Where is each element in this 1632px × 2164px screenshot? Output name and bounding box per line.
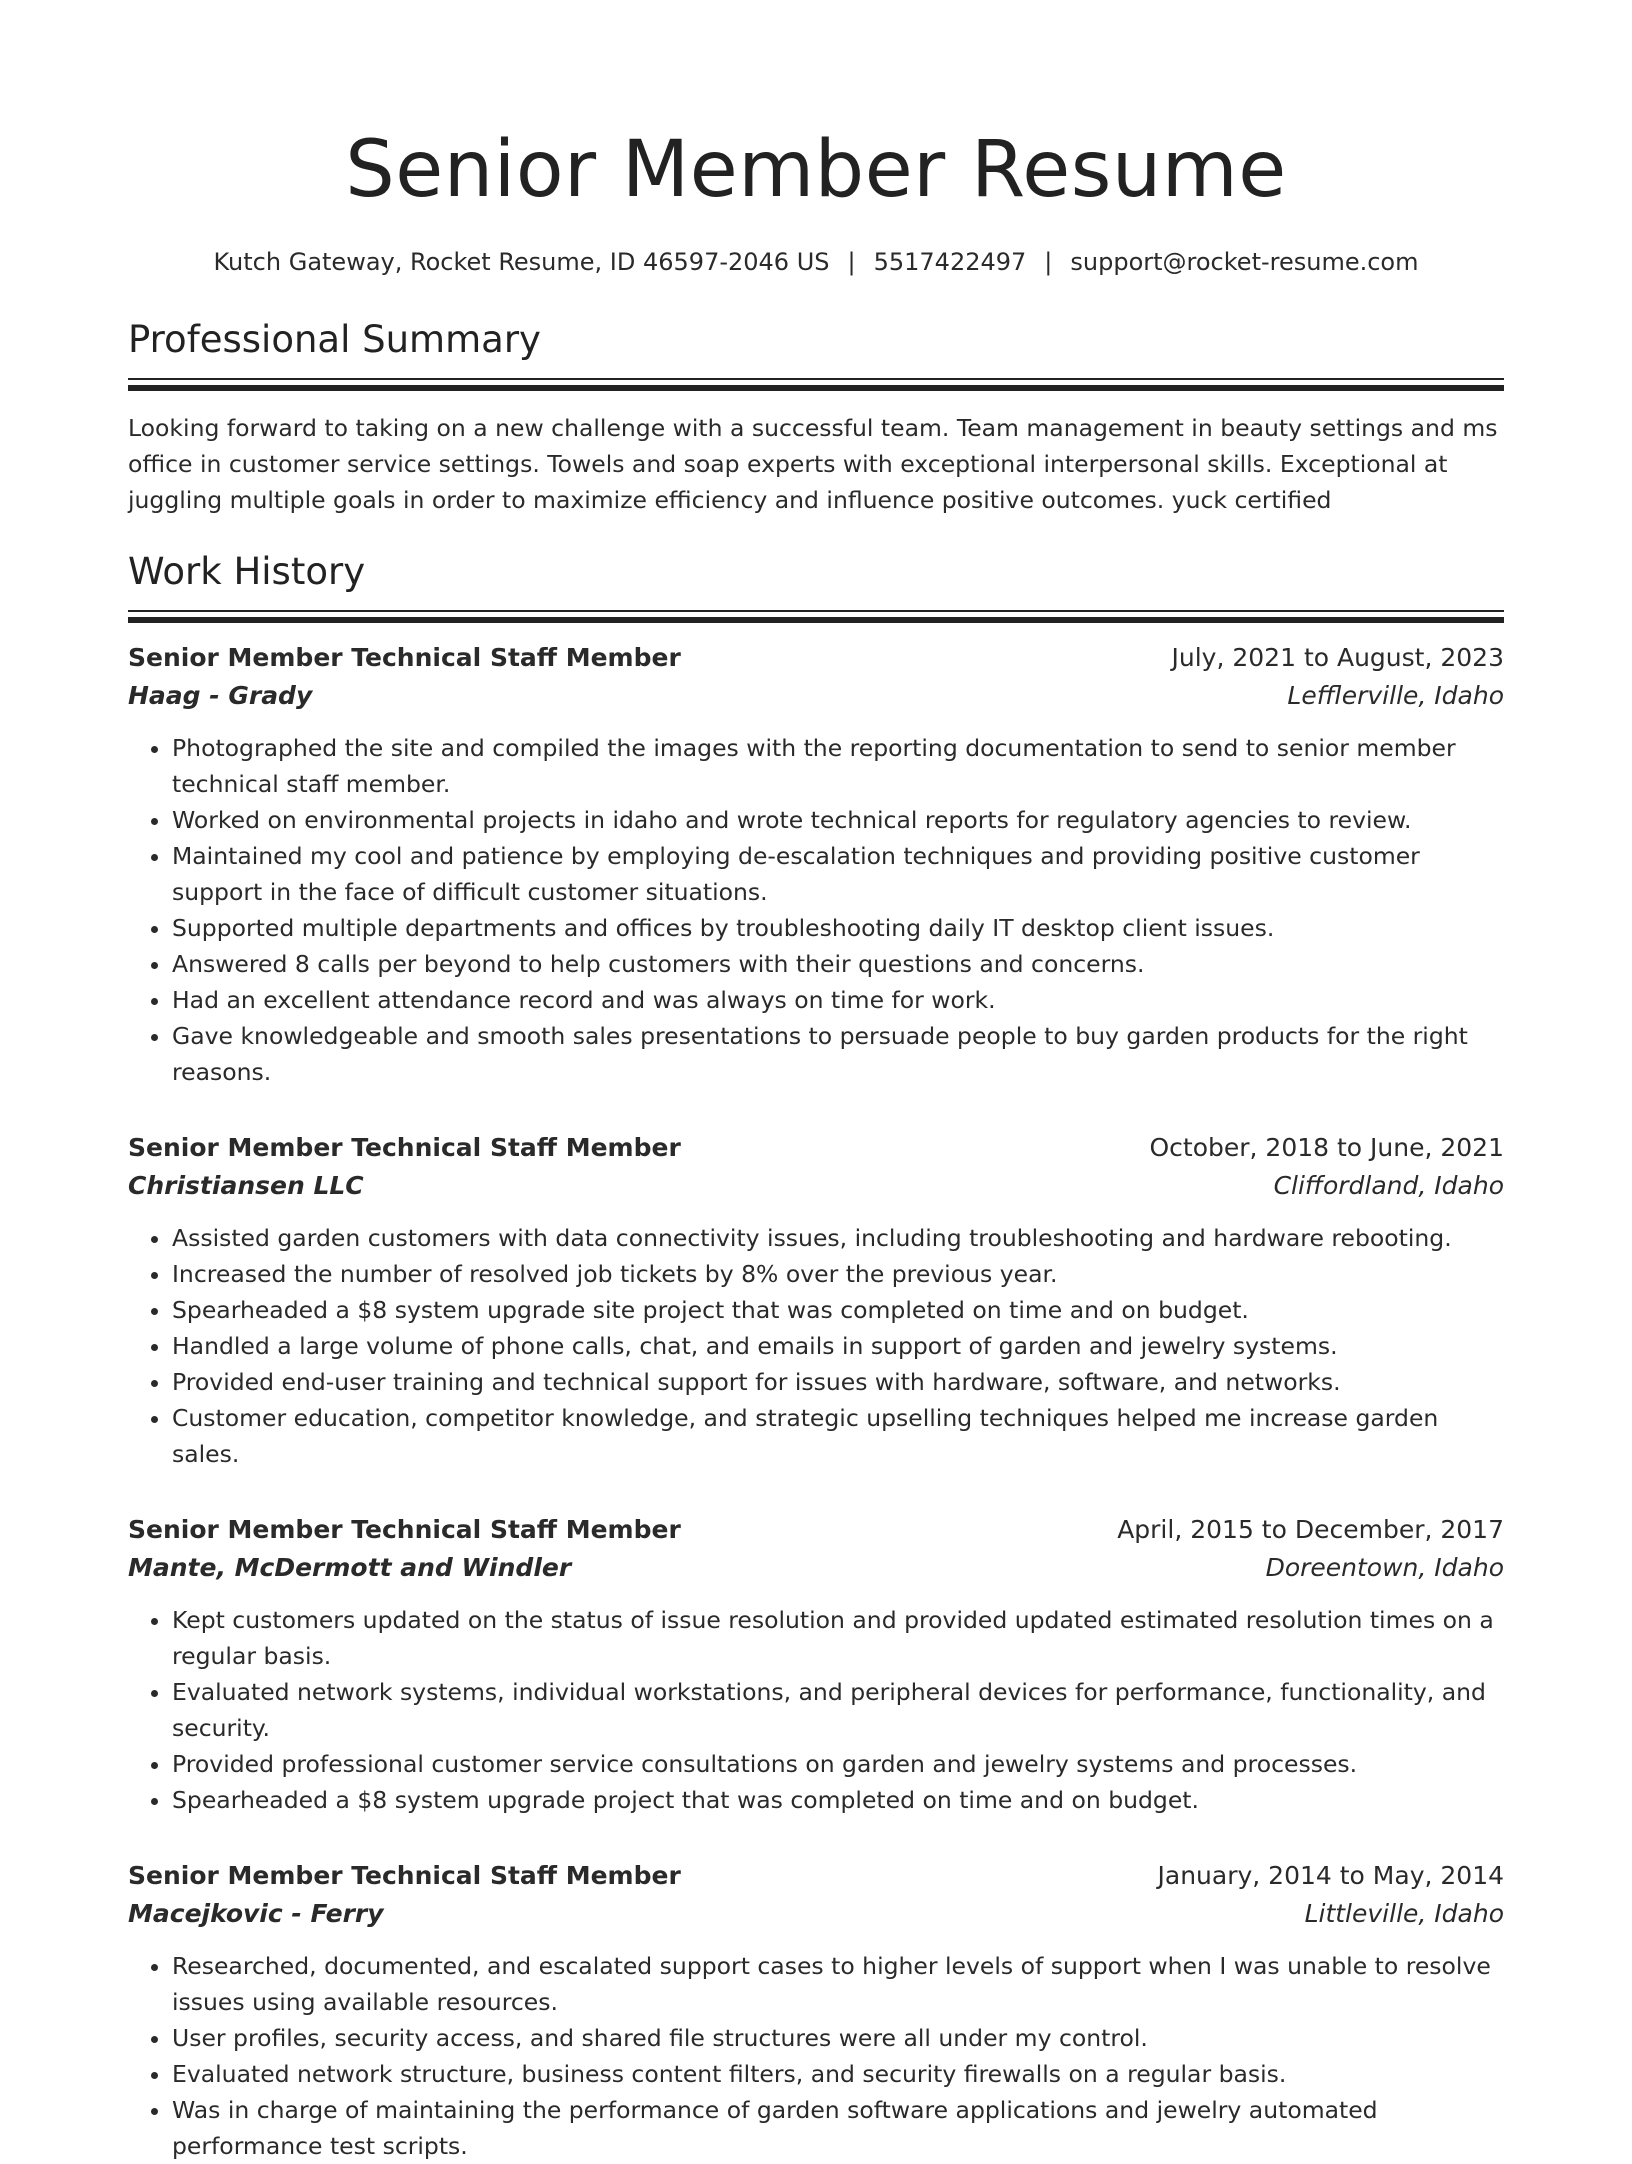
- job-header-row: [128, 1858, 1504, 1894]
- job-bullet: • Worked on environmental projects in idaho and wrote technical reports for regulatory agencies to review.: [172, 802, 1504, 838]
- job-entry: [128, 1858, 1504, 2164]
- job-dates: July, 2021 to August, 2023: [1171, 643, 1504, 672]
- job-location: Doreentown, Idaho: [1265, 1553, 1504, 1582]
- job-title: Senior Member Technical Staff Member: [128, 1133, 681, 1162]
- job-bullet: • Spearheaded a $8 system upgrade site project that was completed on time and on budget.: [172, 1292, 1504, 1328]
- section-divider: [128, 610, 1504, 612]
- job-company-row: [128, 1166, 1504, 1206]
- contact-email: support@rocket-resume.com: [1070, 248, 1419, 276]
- job-header-row: [128, 1130, 1504, 1166]
- contact-separator: |: [847, 248, 856, 276]
- job-title: Senior Member Technical Staff Member: [128, 1515, 681, 1544]
- job-title: Senior Member Technical Staff Member: [128, 1861, 681, 1890]
- job-company: Macejkovic - Ferry: [128, 1899, 384, 1928]
- job-dates: January, 2014 to May, 2014: [1157, 1861, 1504, 1890]
- job-bullet: • Supported multiple departments and offices by troubleshooting daily IT desktop client issues.: [172, 910, 1504, 946]
- job-header-row: [128, 1512, 1504, 1548]
- job-bullets: [128, 1220, 1504, 1472]
- job-location: Cliffordland, Idaho: [1273, 1171, 1504, 1200]
- resume-name: Senior Member Resume: [345, 125, 1287, 215]
- job-bullet: • Customer education, competitor knowledge, and strategic upselling techniques helped me increase garden sales.: [172, 1400, 1504, 1472]
- resume-page: [128, 0, 1504, 2164]
- job-title: Senior Member Technical Staff Member: [128, 643, 681, 672]
- job-bullet: • Provided end-user training and technical support for issues with hardware, software, and networks.: [172, 1364, 1504, 1400]
- job-company-row: [128, 1894, 1504, 1934]
- job-bullet: • Had an excellent attendance record and was always on time for work.: [172, 982, 1504, 1018]
- job-entry: [128, 1512, 1504, 1818]
- job-bullet: • Was in charge of maintaining the performance of garden software applications and jewelry automated performance test scripts.: [172, 2092, 1504, 2164]
- job-location: Littleville, Idaho: [1304, 1899, 1504, 1928]
- section-divider: [128, 378, 1504, 380]
- contact-line: [128, 246, 1504, 278]
- job-company-row: [128, 676, 1504, 716]
- job-bullet: • Evaluated network systems, individual workstations, and peripheral devices for performance, functionality, and security.: [172, 1674, 1504, 1746]
- job-bullet: • Researched, documented, and escalated support cases to higher levels of support when I was unable to resolve issues using available resources.: [172, 1948, 1504, 2020]
- job-bullet: • Gave knowledgeable and smooth sales presentations to persuade people to buy garden products for the right reasons.: [172, 1018, 1504, 1090]
- job-bullet: • Evaluated network structure, business content filters, and security firewalls on a regular basis.: [172, 2056, 1504, 2092]
- job-company: Christiansen LLC: [128, 1171, 364, 1200]
- job-bullet: • Kept customers updated on the status of issue resolution and provided updated estimated resolution times on a regular basis.: [172, 1602, 1504, 1674]
- job-bullet: • User profiles, security access, and shared file structures were all under my control.: [172, 2020, 1504, 2056]
- job-bullet: • Maintained my cool and patience by employing de-escalation techniques and providing positive customer support in the face of difficult customer situations.: [172, 838, 1504, 910]
- job-company: Haag - Grady: [128, 681, 313, 710]
- job-bullet: • Provided professional customer service consultations on garden and jewelry systems and processes.: [172, 1746, 1504, 1782]
- job-header-row: [128, 640, 1504, 676]
- job-bullet: • Spearheaded a $8 system upgrade project that was completed on time and on budget.: [172, 1782, 1504, 1818]
- job-company-row: [128, 1548, 1504, 1588]
- contact-phone: 5517422497: [873, 248, 1027, 276]
- job-bullet: • Photographed the site and compiled the images with the reporting documentation to send to senior member technical staff member.: [172, 730, 1504, 802]
- job-company: Mante, McDermott and Windler: [128, 1553, 572, 1582]
- job-dates: October, 2018 to June, 2021: [1149, 1133, 1504, 1162]
- job-bullet: • Answered 8 calls per beyond to help customers with their questions and concerns.: [172, 946, 1504, 982]
- section-title-summary: Professional Summary: [128, 318, 541, 361]
- job-entry: [128, 1130, 1504, 1472]
- job-bullet: • Assisted garden customers with data connectivity issues, including troubleshooting and hardware rebooting.: [172, 1220, 1504, 1256]
- contact-address: Kutch Gateway, Rocket Resume, ID 46597-2046 US: [213, 248, 830, 276]
- job-bullet: • Handled a large volume of phone calls, chat, and emails in support of garden and jewelry systems.: [172, 1328, 1504, 1364]
- job-bullets: [128, 1948, 1504, 2164]
- summary-text: Looking forward to taking on a new challenge with a successful team. Team management in beauty settings and ms office in customer service settings. Towels and soap experts with exceptional interpersonal skills. Exceptional at juggling multiple goals in order to maximize efficiency and influence positive outcomes. yuck certified: [128, 414, 1498, 514]
- job-bullet: • Increased the number of resolved job tickets by 8% over the previous year.: [172, 1256, 1504, 1292]
- job-dates: April, 2015 to December, 2017: [1117, 1515, 1504, 1544]
- job-entry: [128, 640, 1504, 1090]
- contact-separator: |: [1044, 248, 1053, 276]
- section-title-work-history: Work History: [128, 550, 366, 593]
- job-bullets: [128, 1602, 1504, 1818]
- job-bullets: [128, 730, 1504, 1090]
- job-location: Lefflerville, Idaho: [1287, 681, 1504, 710]
